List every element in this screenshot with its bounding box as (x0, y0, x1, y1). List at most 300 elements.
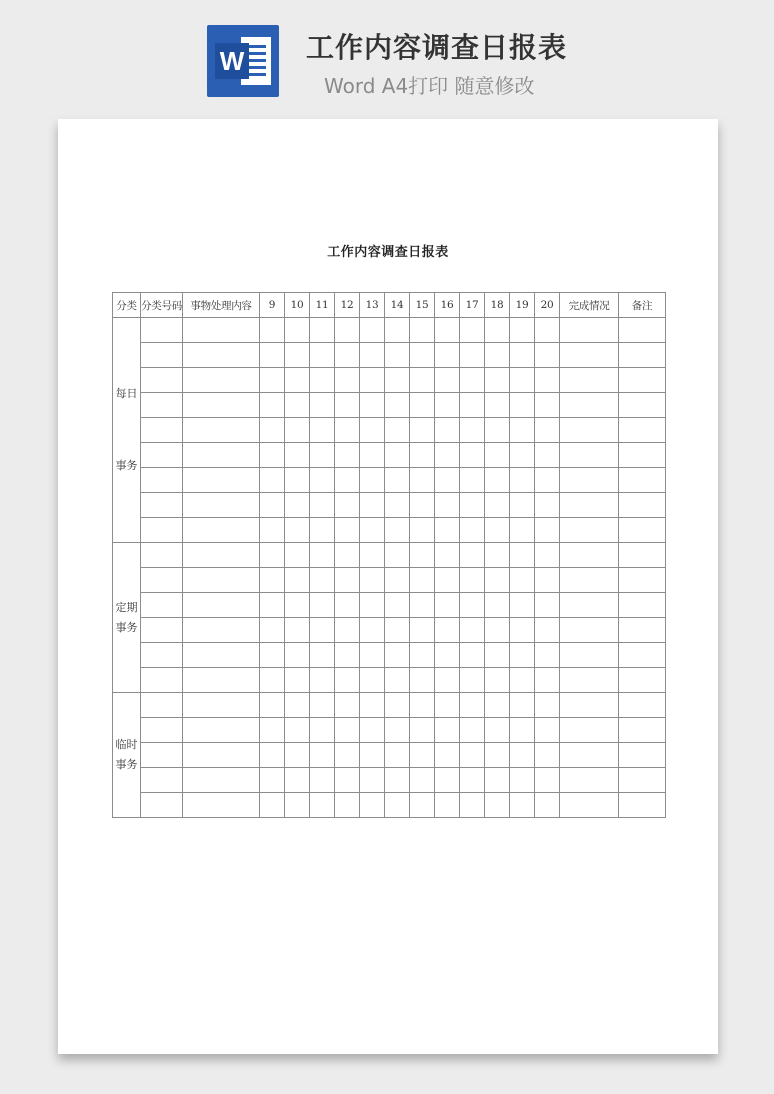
table-cell[interactable] (183, 493, 260, 518)
table-cell[interactable] (285, 568, 310, 593)
table-cell[interactable] (335, 643, 360, 668)
table-cell[interactable] (510, 468, 535, 493)
table-cell[interactable] (310, 418, 335, 443)
table-cell[interactable] (285, 368, 310, 393)
table-cell[interactable] (485, 568, 510, 593)
table-cell[interactable] (335, 418, 360, 443)
table-cell[interactable] (460, 418, 485, 443)
table-cell[interactable] (485, 418, 510, 443)
table-cell[interactable] (460, 668, 485, 693)
table-cell[interactable] (410, 693, 435, 718)
table-cell[interactable] (260, 343, 285, 368)
table-cell[interactable] (360, 768, 385, 793)
table-cell[interactable] (619, 568, 666, 593)
table-cell[interactable] (410, 418, 435, 443)
table-cell[interactable] (460, 318, 485, 343)
table-cell[interactable] (510, 343, 535, 368)
table-cell[interactable] (560, 668, 619, 693)
table-cell[interactable] (560, 693, 619, 718)
table-cell[interactable] (560, 343, 619, 368)
table-cell[interactable] (335, 518, 360, 543)
table-cell[interactable] (335, 718, 360, 743)
table-cell[interactable] (619, 393, 666, 418)
table-cell[interactable] (360, 593, 385, 618)
table-cell[interactable] (460, 593, 485, 618)
table-cell[interactable] (460, 343, 485, 368)
table-cell[interactable] (410, 743, 435, 768)
table-cell[interactable] (535, 493, 560, 518)
table-cell[interactable] (310, 343, 335, 368)
table-cell[interactable] (335, 743, 360, 768)
table-cell[interactable] (460, 518, 485, 543)
table-cell[interactable] (385, 518, 410, 543)
table-cell[interactable] (619, 343, 666, 368)
table-cell[interactable] (260, 768, 285, 793)
table-cell[interactable] (335, 443, 360, 468)
table-cell[interactable] (410, 518, 435, 543)
table-cell[interactable] (183, 343, 260, 368)
table-cell[interactable] (285, 743, 310, 768)
table-cell[interactable] (485, 768, 510, 793)
table-cell[interactable] (435, 643, 460, 668)
table-cell[interactable] (385, 568, 410, 593)
table-cell[interactable] (385, 693, 410, 718)
table-cell[interactable] (485, 393, 510, 418)
table-cell[interactable] (141, 643, 183, 668)
table-cell[interactable] (285, 393, 310, 418)
table-cell[interactable] (385, 668, 410, 693)
table-cell[interactable] (335, 768, 360, 793)
table-cell[interactable] (535, 393, 560, 418)
table-cell[interactable] (260, 718, 285, 743)
table-cell[interactable] (435, 468, 460, 493)
table-cell[interactable] (183, 593, 260, 618)
table-cell[interactable] (619, 618, 666, 643)
table-cell[interactable] (335, 343, 360, 368)
table-cell[interactable] (535, 718, 560, 743)
table-cell[interactable] (310, 793, 335, 818)
table-cell[interactable] (141, 343, 183, 368)
table-cell[interactable] (410, 543, 435, 568)
table-cell[interactable] (335, 318, 360, 343)
table-cell[interactable] (335, 368, 360, 393)
table-cell[interactable] (260, 393, 285, 418)
table-cell[interactable] (460, 718, 485, 743)
table-cell[interactable] (360, 743, 385, 768)
table-cell[interactable] (560, 643, 619, 668)
table-cell[interactable] (183, 668, 260, 693)
table-cell[interactable] (410, 493, 435, 518)
table-cell[interactable] (410, 643, 435, 668)
table-cell[interactable] (183, 518, 260, 543)
table-cell[interactable] (560, 368, 619, 393)
table-cell[interactable] (535, 518, 560, 543)
table-cell[interactable] (360, 668, 385, 693)
table-cell[interactable] (285, 493, 310, 518)
table-cell[interactable] (141, 443, 183, 468)
table-cell[interactable] (310, 568, 335, 593)
table-cell[interactable] (460, 493, 485, 518)
table-cell[interactable] (260, 793, 285, 818)
table-cell[interactable] (485, 518, 510, 543)
table-cell[interactable] (141, 418, 183, 443)
table-cell[interactable] (310, 468, 335, 493)
table-cell[interactable] (385, 593, 410, 618)
table-cell[interactable] (183, 368, 260, 393)
table-cell[interactable] (141, 593, 183, 618)
table-cell[interactable] (141, 618, 183, 643)
table-cell[interactable] (285, 718, 310, 743)
table-cell[interactable] (510, 743, 535, 768)
table-cell[interactable] (485, 643, 510, 668)
table-cell[interactable] (560, 618, 619, 643)
table-cell[interactable] (410, 593, 435, 618)
table-cell[interactable] (485, 793, 510, 818)
table-cell[interactable] (360, 793, 385, 818)
table-cell[interactable] (183, 468, 260, 493)
table-cell[interactable] (535, 318, 560, 343)
table-cell[interactable] (260, 368, 285, 393)
table-cell[interactable] (285, 343, 310, 368)
table-cell[interactable] (485, 543, 510, 568)
table-cell[interactable] (385, 718, 410, 743)
table-cell[interactable] (560, 568, 619, 593)
table-cell[interactable] (260, 443, 285, 468)
table-cell[interactable] (310, 618, 335, 643)
table-cell[interactable] (510, 443, 535, 468)
table-cell[interactable] (460, 793, 485, 818)
table-cell[interactable] (260, 543, 285, 568)
table-cell[interactable] (260, 568, 285, 593)
table-cell[interactable] (510, 793, 535, 818)
table-cell[interactable] (335, 468, 360, 493)
table-cell[interactable] (435, 768, 460, 793)
table-cell[interactable] (260, 518, 285, 543)
table-cell[interactable] (360, 443, 385, 468)
table-cell[interactable] (410, 443, 435, 468)
table-cell[interactable] (310, 368, 335, 393)
table-cell[interactable] (410, 468, 435, 493)
table-cell[interactable] (385, 643, 410, 668)
table-cell[interactable] (510, 643, 535, 668)
table-cell[interactable] (535, 743, 560, 768)
table-cell[interactable] (360, 518, 385, 543)
table-cell[interactable] (435, 393, 460, 418)
table-cell[interactable] (560, 443, 619, 468)
table-cell[interactable] (410, 668, 435, 693)
table-cell[interactable] (619, 793, 666, 818)
table-cell[interactable] (310, 718, 335, 743)
table-cell[interactable] (385, 393, 410, 418)
table-cell[interactable] (260, 493, 285, 518)
table-cell[interactable] (310, 443, 335, 468)
table-cell[interactable] (619, 743, 666, 768)
table-cell[interactable] (360, 418, 385, 443)
table-cell[interactable] (310, 743, 335, 768)
table-cell[interactable] (560, 468, 619, 493)
table-cell[interactable] (435, 618, 460, 643)
table-cell[interactable] (310, 643, 335, 668)
table-cell[interactable] (535, 543, 560, 568)
table-cell[interactable] (410, 793, 435, 818)
table-cell[interactable] (183, 443, 260, 468)
table-cell[interactable] (460, 468, 485, 493)
table-cell[interactable] (183, 568, 260, 593)
table-cell[interactable] (141, 668, 183, 693)
table-cell[interactable] (385, 618, 410, 643)
table-cell[interactable] (260, 643, 285, 668)
table-cell[interactable] (360, 693, 385, 718)
table-cell[interactable] (510, 368, 535, 393)
table-cell[interactable] (385, 768, 410, 793)
table-cell[interactable] (410, 393, 435, 418)
table-cell[interactable] (385, 543, 410, 568)
table-cell[interactable] (560, 743, 619, 768)
table-cell[interactable] (385, 743, 410, 768)
table-cell[interactable] (619, 468, 666, 493)
table-cell[interactable] (435, 418, 460, 443)
table-cell[interactable] (535, 643, 560, 668)
table-cell[interactable] (619, 493, 666, 518)
table-cell[interactable] (335, 393, 360, 418)
table-cell[interactable] (183, 693, 260, 718)
table-cell[interactable] (410, 318, 435, 343)
table-cell[interactable] (385, 343, 410, 368)
table-cell[interactable] (560, 493, 619, 518)
table-cell[interactable] (510, 568, 535, 593)
table-cell[interactable] (435, 518, 460, 543)
table-cell[interactable] (485, 593, 510, 618)
table-cell[interactable] (183, 393, 260, 418)
table-cell[interactable] (385, 318, 410, 343)
table-cell[interactable] (183, 743, 260, 768)
table-cell[interactable] (619, 668, 666, 693)
table-cell[interactable] (535, 418, 560, 443)
table-cell[interactable] (183, 718, 260, 743)
table-cell[interactable] (619, 643, 666, 668)
table-cell[interactable] (535, 793, 560, 818)
table-cell[interactable] (385, 368, 410, 393)
table-cell[interactable] (619, 318, 666, 343)
table-cell[interactable] (183, 643, 260, 668)
table-cell[interactable] (510, 393, 535, 418)
table-cell[interactable] (460, 543, 485, 568)
table-cell[interactable] (360, 393, 385, 418)
table-cell[interactable] (141, 718, 183, 743)
table-cell[interactable] (619, 718, 666, 743)
table-cell[interactable] (510, 668, 535, 693)
table-cell[interactable] (141, 468, 183, 493)
table-cell[interactable] (460, 643, 485, 668)
table-cell[interactable] (183, 793, 260, 818)
table-cell[interactable] (360, 643, 385, 668)
table-cell[interactable] (535, 593, 560, 618)
table-cell[interactable] (285, 668, 310, 693)
table-cell[interactable] (285, 768, 310, 793)
table-cell[interactable] (510, 718, 535, 743)
table-cell[interactable] (141, 793, 183, 818)
table-cell[interactable] (435, 568, 460, 593)
table-cell[interactable] (285, 618, 310, 643)
table-cell[interactable] (535, 768, 560, 793)
table-cell[interactable] (141, 768, 183, 793)
table-cell[interactable] (535, 568, 560, 593)
table-cell[interactable] (285, 518, 310, 543)
table-cell[interactable] (435, 493, 460, 518)
table-cell[interactable] (260, 318, 285, 343)
table-cell[interactable] (485, 718, 510, 743)
table-cell[interactable] (260, 618, 285, 643)
table-cell[interactable] (410, 343, 435, 368)
table-cell[interactable] (510, 493, 535, 518)
table-cell[interactable] (310, 518, 335, 543)
table-cell[interactable] (510, 518, 535, 543)
table-cell[interactable] (335, 593, 360, 618)
table-cell[interactable] (485, 743, 510, 768)
table-cell[interactable] (360, 493, 385, 518)
table-cell[interactable] (335, 793, 360, 818)
table-cell[interactable] (310, 318, 335, 343)
table-cell[interactable] (285, 593, 310, 618)
table-cell[interactable] (460, 443, 485, 468)
table-cell[interactable] (141, 493, 183, 518)
table-cell[interactable] (260, 668, 285, 693)
table-cell[interactable] (360, 468, 385, 493)
table-cell[interactable] (141, 393, 183, 418)
table-cell[interactable] (510, 318, 535, 343)
table-cell[interactable] (141, 693, 183, 718)
table-cell[interactable] (435, 793, 460, 818)
table-cell[interactable] (310, 693, 335, 718)
table-cell[interactable] (285, 318, 310, 343)
table-cell[interactable] (510, 593, 535, 618)
table-cell[interactable] (510, 768, 535, 793)
table-cell[interactable] (285, 543, 310, 568)
table-cell[interactable] (485, 493, 510, 518)
table-cell[interactable] (285, 418, 310, 443)
table-cell[interactable] (310, 668, 335, 693)
table-cell[interactable] (435, 743, 460, 768)
table-cell[interactable] (535, 618, 560, 643)
table-cell[interactable] (510, 543, 535, 568)
table-cell[interactable] (285, 793, 310, 818)
table-cell[interactable] (535, 368, 560, 393)
table-cell[interactable] (560, 793, 619, 818)
table-cell[interactable] (560, 768, 619, 793)
table-cell[interactable] (510, 418, 535, 443)
table-cell[interactable] (535, 468, 560, 493)
table-cell[interactable] (435, 543, 460, 568)
table-cell[interactable] (410, 768, 435, 793)
table-cell[interactable] (335, 493, 360, 518)
table-cell[interactable] (619, 543, 666, 568)
table-cell[interactable] (310, 768, 335, 793)
table-cell[interactable] (560, 543, 619, 568)
table-cell[interactable] (535, 693, 560, 718)
table-cell[interactable] (560, 593, 619, 618)
table-cell[interactable] (141, 368, 183, 393)
table-cell[interactable] (335, 618, 360, 643)
table-cell[interactable] (435, 668, 460, 693)
table-cell[interactable] (260, 418, 285, 443)
table-cell[interactable] (619, 368, 666, 393)
table-cell[interactable] (260, 743, 285, 768)
table-cell[interactable] (360, 318, 385, 343)
table-cell[interactable] (510, 693, 535, 718)
table-cell[interactable] (485, 668, 510, 693)
table-cell[interactable] (535, 443, 560, 468)
table-cell[interactable] (435, 318, 460, 343)
table-cell[interactable] (385, 418, 410, 443)
table-cell[interactable] (485, 443, 510, 468)
table-cell[interactable] (460, 568, 485, 593)
table-cell[interactable] (310, 493, 335, 518)
table-cell[interactable] (360, 718, 385, 743)
table-cell[interactable] (285, 443, 310, 468)
table-cell[interactable] (460, 743, 485, 768)
table-cell[interactable] (285, 643, 310, 668)
table-cell[interactable] (385, 443, 410, 468)
table-cell[interactable] (183, 318, 260, 343)
table-cell[interactable] (410, 368, 435, 393)
table-cell[interactable] (435, 368, 460, 393)
table-cell[interactable] (560, 318, 619, 343)
table-cell[interactable] (335, 668, 360, 693)
table-cell[interactable] (619, 518, 666, 543)
table-cell[interactable] (535, 668, 560, 693)
table-cell[interactable] (410, 568, 435, 593)
table-cell[interactable] (310, 593, 335, 618)
table-cell[interactable] (310, 543, 335, 568)
table-cell[interactable] (360, 543, 385, 568)
table-cell[interactable] (360, 568, 385, 593)
table-cell[interactable] (510, 618, 535, 643)
table-cell[interactable] (485, 368, 510, 393)
table-cell[interactable] (460, 768, 485, 793)
table-cell[interactable] (335, 693, 360, 718)
table-cell[interactable] (141, 743, 183, 768)
table-cell[interactable] (141, 543, 183, 568)
table-cell[interactable] (335, 568, 360, 593)
table-cell[interactable] (310, 393, 335, 418)
table-cell[interactable] (435, 443, 460, 468)
table-cell[interactable] (560, 718, 619, 743)
table-cell[interactable] (485, 343, 510, 368)
table-cell[interactable] (435, 718, 460, 743)
table-cell[interactable] (619, 418, 666, 443)
table-cell[interactable] (619, 693, 666, 718)
table-cell[interactable] (619, 593, 666, 618)
table-cell[interactable] (535, 343, 560, 368)
table-cell[interactable] (360, 368, 385, 393)
table-cell[interactable] (183, 768, 260, 793)
table-cell[interactable] (619, 443, 666, 468)
table-cell[interactable] (435, 593, 460, 618)
table-cell[interactable] (560, 418, 619, 443)
table-cell[interactable] (183, 418, 260, 443)
table-cell[interactable] (560, 393, 619, 418)
table-cell[interactable] (435, 343, 460, 368)
table-cell[interactable] (435, 693, 460, 718)
table-cell[interactable] (385, 493, 410, 518)
table-cell[interactable] (141, 318, 183, 343)
table-cell[interactable] (385, 468, 410, 493)
table-cell[interactable] (360, 343, 385, 368)
table-cell[interactable] (619, 768, 666, 793)
table-cell[interactable] (360, 618, 385, 643)
table-cell[interactable] (460, 618, 485, 643)
table-cell[interactable] (335, 543, 360, 568)
